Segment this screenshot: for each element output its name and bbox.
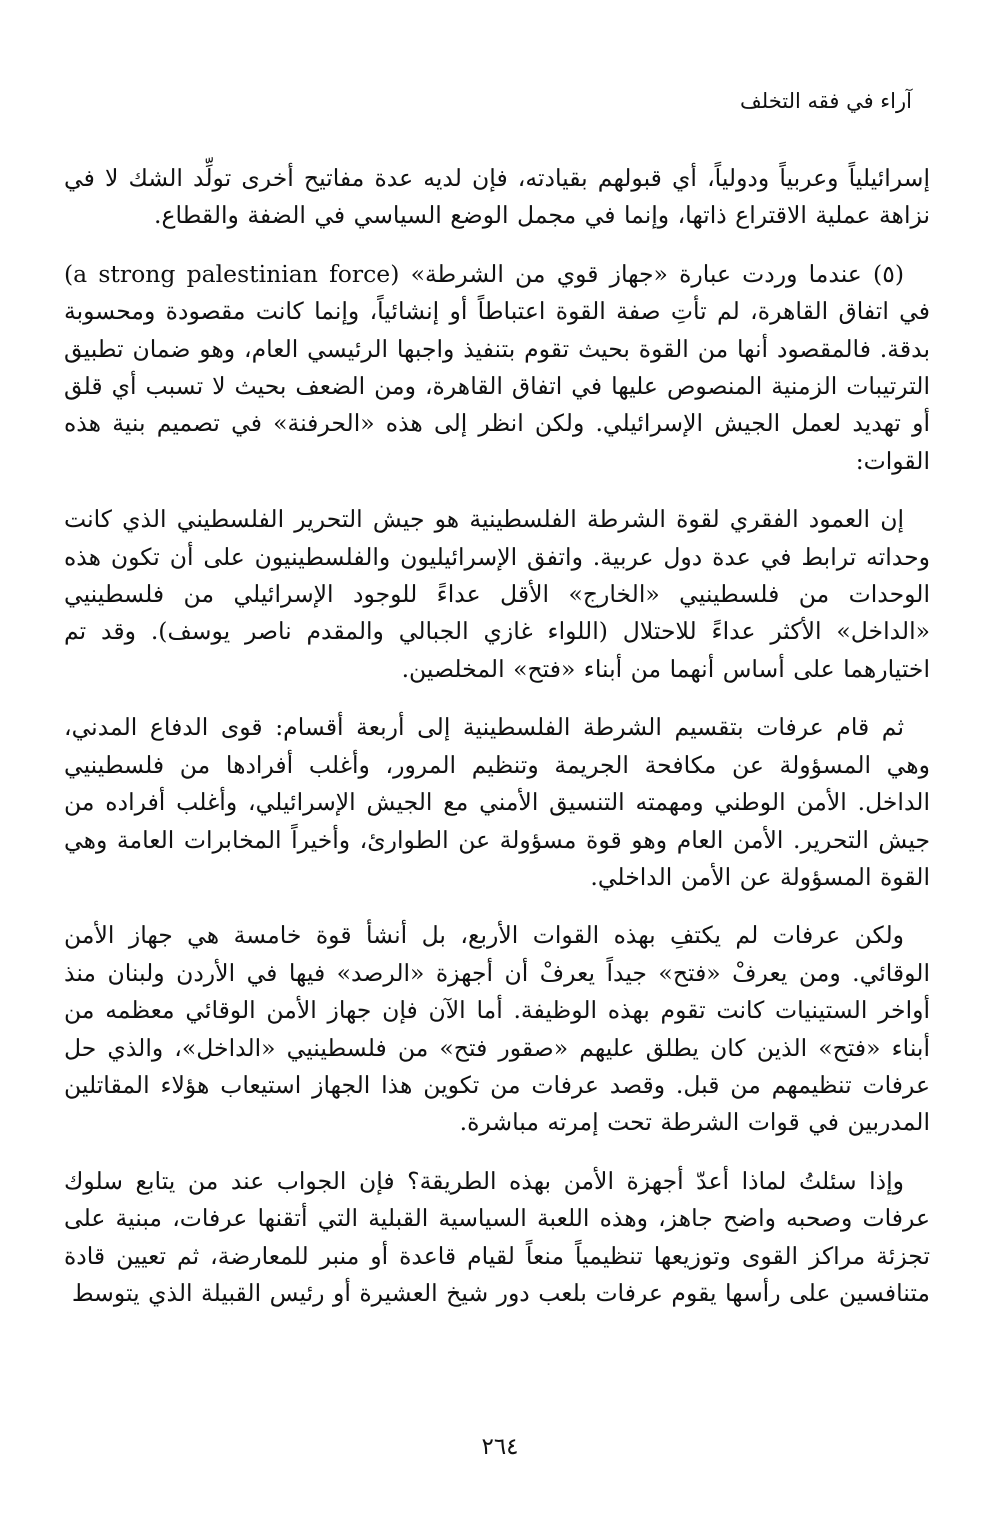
paragraph-note-5: (٥) عندما وردت عبارة «جهاز قوي من الشرطة» (a strong palestinian force) في اتفاق القاهرة، لم تأتِ صفة القوة اعتباطاً أو إنشائياً، وإنما كانت مقصودة ومحسوبة بدقة. فالمقصود أنها من القوة بحيث تقوم بتنفيذ واجبها الرئيسي العام، وهو ضمان تطبيق الترتيبات الزمنية المنصوص عليها في اتفاق القاهرة، ومن الضعف بحيث لا تسبب أي قلق أو تهديد لعمل الجيش الإسرائيلي. ولكن انظر إلى هذه «الحرفنة» في تصميم بنية هذه القوات:: [64, 259, 930, 475]
paragraph-tribal-politics: وإذا سئلتُ لماذا أعدّ أجهزة الأمن بهذه الطريقة؟ فإن الجواب عند من يتابع سلوك عرفات وصحبه واضح جاهز، وهذه اللعبة السياسية القبلية التي أتقنها عرفات، مبنية على تجزئة مراكز القوى وتوزيعها تنظيمياً منعاً لقيام قاعدة أو منبر للمعارضة، ثم تعيين قادة متنافسين على رأسها يقوم عرفات بلعب دور شيخ العشيرة أو رئيس القبيلة الذي يتوسط: [64, 1166, 930, 1307]
paragraph-backbone: إن العمود الفقري لقوة الشرطة الفلسطينية هو جيش التحرير الفلسطيني الذي كانت وحداته ترابط في عدة دول عربية. واتفق الإسرائيليون والفلسطينيون على أن تكون هذه الوحدات من فلسطينيي «الخارج» الأقل عداءً للوجود الإسرائيلي من فلسطينيي «الداخل» الأكثر عداءً للاحتلال (اللواء غازي الجبالي والمقدم ناصر يوسف). وقد تم اختيارهما على أساس أنهما من أبناء «فتح» المخلصين.: [64, 505, 930, 683]
page-number: ٢٦٤: [481, 1434, 519, 1460]
paragraph-continuation: إسرائيلياً وعربياً ودولياً، أي قبولهم بقيادته، فإن لديه عدة مفاتيح أخرى تولِّد الشك لا في نزاهة عملية الاقتراع ذاتها، وإنما في مجمل الوضع السياسي في الضفة والقطاع.: [64, 164, 930, 230]
paragraph-four-divisions: ثم قام عرفات بتقسيم الشرطة الفلسطينية إلى أربعة أقسام: قوى الدفاع المدني، وهي المسؤولة عن مكافحة الجريمة وتنظيم المرور، وأغلب أفرادها من فلسطينيي الداخل. الأمن الوطني ومهمته التنسيق الأمني مع الجيش الإسرائيلي، وأغلب أفراده من جيش التحرير. الأمن العام وهو قوة مسؤولة عن الطوارئ، وأخيراً المخابرات العامة وهي القوة المسؤولة عن الأمن الداخلي.: [64, 713, 930, 891]
paragraph-preventive-security: ولكن عرفات لم يكتفِ بهذه القوات الأربع، بل أنشأ قوة خامسة هي جهاز الأمن الوقائي. ومن يعرفْ «فتح» جيداً يعرفْ أن أجهزة «الرصد» فيها في الأردن ولبنان منذ أواخر الستينيات كانت تقوم بهذه الوظيفة. أما الآن فإن جهاز الأمن الوقائي معظمه من أبناء «فتح» الذين كان يطلق عليهم «صقور فتح» من فلسطينيي «الداخل»، والذي حل عرفات تنظيمهم من قبل. وقصد عرفات من تكوين هذا الجهاز استيعاب هؤلاء المقاتلين المدربين في قوات الشرطة تحت إمرته مباشرة.: [64, 921, 930, 1137]
running-header: آراء في فقه التخلف: [740, 89, 912, 113]
body-text: [64, 160, 930, 1333]
